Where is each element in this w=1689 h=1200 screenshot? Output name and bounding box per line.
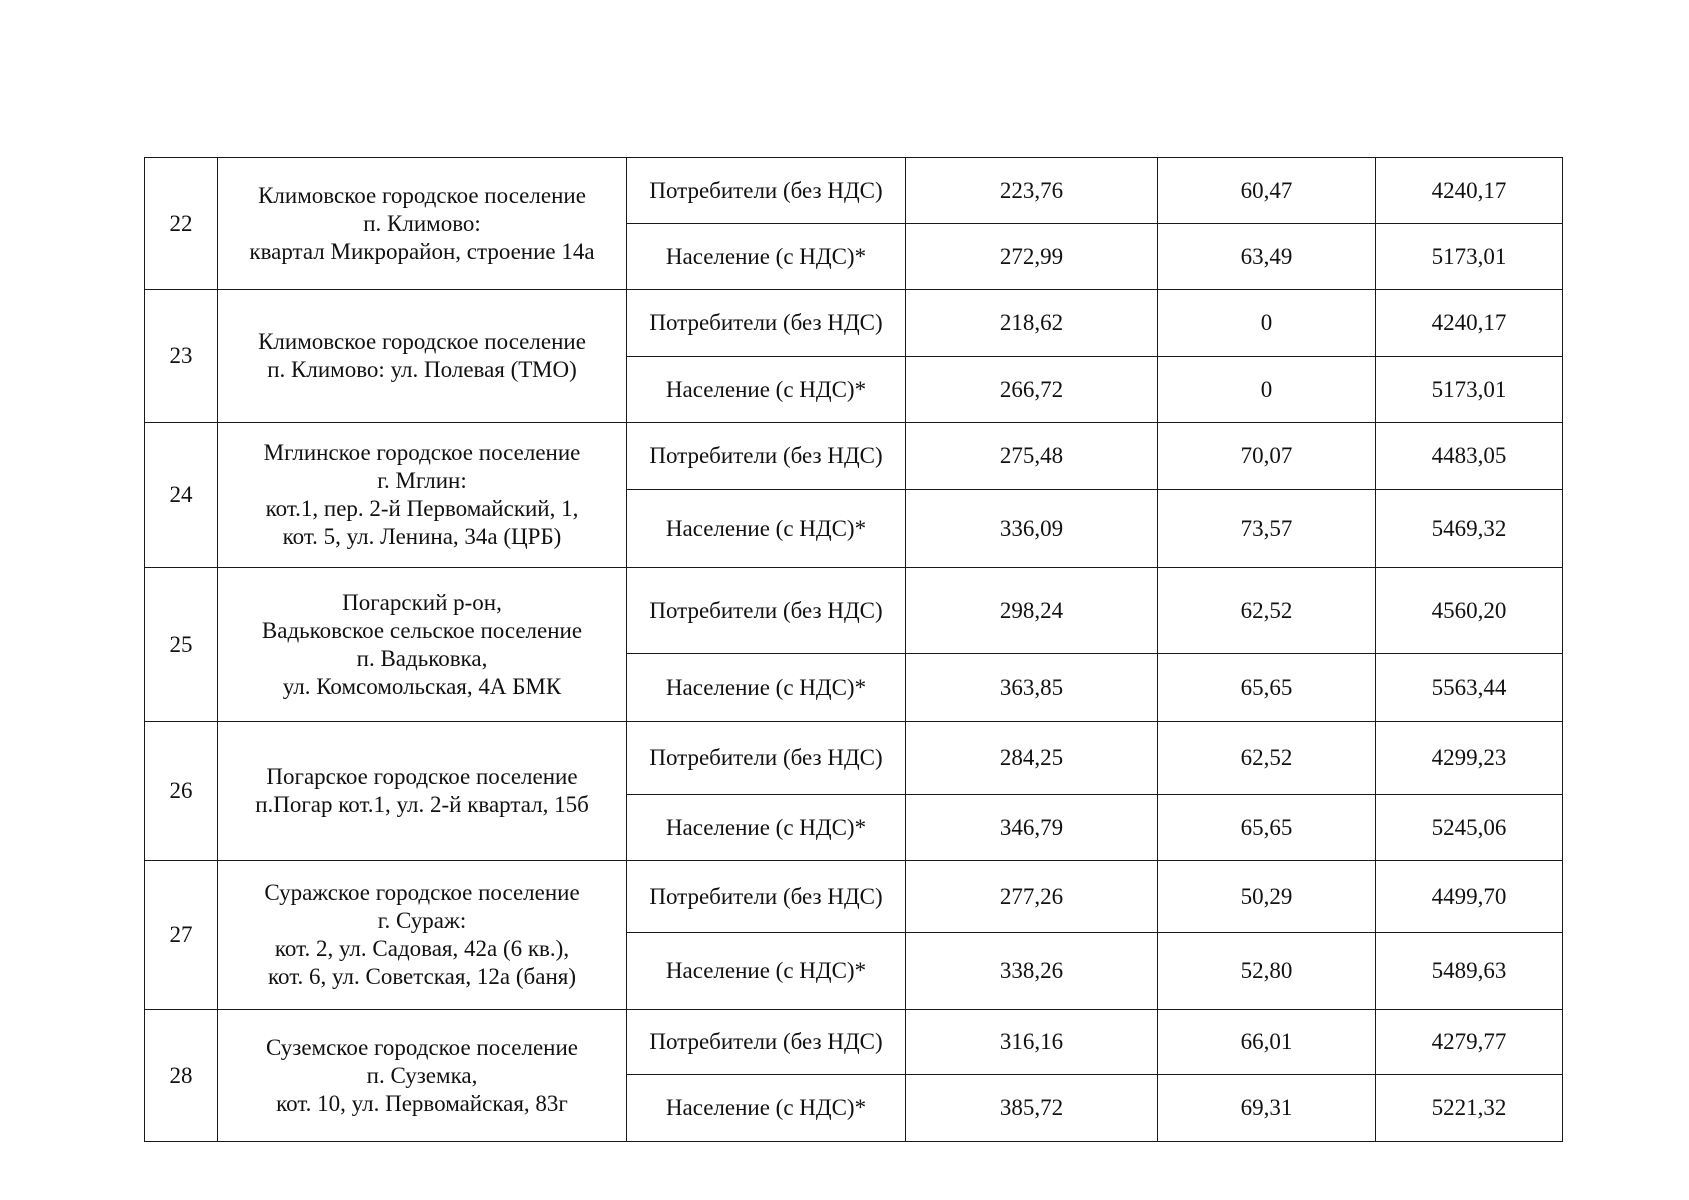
row-number: 27 [145, 861, 218, 1010]
tariff-value-3: 5173,01 [1376, 357, 1563, 423]
tariff-value-1: 338,26 [906, 933, 1158, 1010]
tariff-value-1: 316,16 [906, 1010, 1158, 1075]
location-address: Климовское городское поселение п. Климово: ул. Полевая (ТМО) [218, 290, 627, 423]
tariff-value-3: 4560,20 [1376, 568, 1563, 654]
tariff-value-3: 5173,01 [1376, 224, 1563, 290]
consumer-category: Население (с НДС)* [627, 795, 906, 861]
tariff-table-body [145, 158, 1563, 1142]
consumer-category: Потребители (без НДС) [627, 290, 906, 357]
consumer-category: Потребители (без НДС) [627, 423, 906, 490]
tariff-value-3: 4483,05 [1376, 423, 1563, 490]
consumer-category: Население (с НДС)* [627, 1075, 906, 1142]
tariff-value-3: 4240,17 [1376, 290, 1563, 357]
tariff-value-2: 70,07 [1158, 423, 1376, 490]
row-number: 24 [145, 423, 218, 568]
tariff-value-3: 5221,32 [1376, 1075, 1563, 1142]
tariff-value-3: 4240,17 [1376, 158, 1563, 224]
tariff-value-2: 60,47 [1158, 158, 1376, 224]
consumer-category: Население (с НДС)* [627, 654, 906, 722]
tariff-value-1: 277,26 [906, 861, 1158, 933]
location-address: Погарский р-он, Вадьковское сельское поселение п. Вадьковка, ул. Комсомольская, 4А БМК [218, 568, 627, 722]
location-address: Суземское городское поселение п. Суземка, кот. 10, ул. Первомайская, 83г [218, 1010, 627, 1142]
location-address: Суражское городское поселение г. Сураж: кот. 2, ул. Садовая, 42а (6 кв.), кот. 6, ул. Советская, 12а (баня) [218, 861, 627, 1010]
consumer-category: Потребители (без НДС) [627, 861, 906, 933]
consumer-category: Население (с НДС)* [627, 490, 906, 568]
tariff-value-3: 4499,70 [1376, 861, 1563, 933]
table-row [145, 722, 1563, 795]
tariff-value-1: 223,76 [906, 158, 1158, 224]
tariff-value-2: 50,29 [1158, 861, 1376, 933]
tariff-value-3: 5489,63 [1376, 933, 1563, 1010]
table-row [145, 1010, 1563, 1075]
location-address: Климовское городское поселение п. Климово: квартал Микрорайон, строение 14а [218, 158, 627, 290]
row-number: 26 [145, 722, 218, 861]
tariff-value-2: 0 [1158, 290, 1376, 357]
tariff-value-2: 69,31 [1158, 1075, 1376, 1142]
tariff-table [144, 157, 1563, 1142]
consumer-category: Население (с НДС)* [627, 224, 906, 290]
tariff-value-2: 63,49 [1158, 224, 1376, 290]
location-address: Мглинское городское поселение г. Мглин: кот.1, пер. 2-й Первомайский, 1, кот. 5, ул. Ленина, 34а (ЦРБ) [218, 423, 627, 568]
tariff-value-2: 66,01 [1158, 1010, 1376, 1075]
tariff-value-3: 5469,32 [1376, 490, 1563, 568]
row-number: 23 [145, 290, 218, 423]
consumer-category: Потребители (без НДС) [627, 1010, 906, 1075]
consumer-category: Потребители (без НДС) [627, 158, 906, 224]
row-number: 22 [145, 158, 218, 290]
tariff-value-1: 336,09 [906, 490, 1158, 568]
consumer-category: Потребители (без НДС) [627, 568, 906, 654]
tariff-value-1: 346,79 [906, 795, 1158, 861]
tariff-value-1: 272,99 [906, 224, 1158, 290]
table-row [145, 290, 1563, 357]
tariff-value-2: 0 [1158, 357, 1376, 423]
consumer-category: Население (с НДС)* [627, 357, 906, 423]
row-number: 25 [145, 568, 218, 722]
tariff-value-1: 385,72 [906, 1075, 1158, 1142]
tariff-value-3: 4279,77 [1376, 1010, 1563, 1075]
tariff-value-2: 65,65 [1158, 795, 1376, 861]
tariff-value-1: 363,85 [906, 654, 1158, 722]
tariff-value-3: 4299,23 [1376, 722, 1563, 795]
tariff-value-3: 5563,44 [1376, 654, 1563, 722]
tariff-value-2: 62,52 [1158, 722, 1376, 795]
tariff-value-1: 298,24 [906, 568, 1158, 654]
location-address: Погарское городское поселение п.Погар кот.1, ул. 2-й квартал, 15б [218, 722, 627, 861]
consumer-category: Потребители (без НДС) [627, 722, 906, 795]
tariff-value-1: 218,62 [906, 290, 1158, 357]
tariff-value-2: 62,52 [1158, 568, 1376, 654]
table-row [145, 158, 1563, 224]
table-row [145, 423, 1563, 490]
tariff-value-2: 65,65 [1158, 654, 1376, 722]
table-row [145, 568, 1563, 654]
tariff-value-1: 266,72 [906, 357, 1158, 423]
tariff-value-3: 5245,06 [1376, 795, 1563, 861]
tariff-value-2: 52,80 [1158, 933, 1376, 1010]
tariff-value-1: 284,25 [906, 722, 1158, 795]
tariff-value-1: 275,48 [906, 423, 1158, 490]
tariff-value-2: 73,57 [1158, 490, 1376, 568]
consumer-category: Население (с НДС)* [627, 933, 906, 1010]
row-number: 28 [145, 1010, 218, 1142]
table-row [145, 861, 1563, 933]
